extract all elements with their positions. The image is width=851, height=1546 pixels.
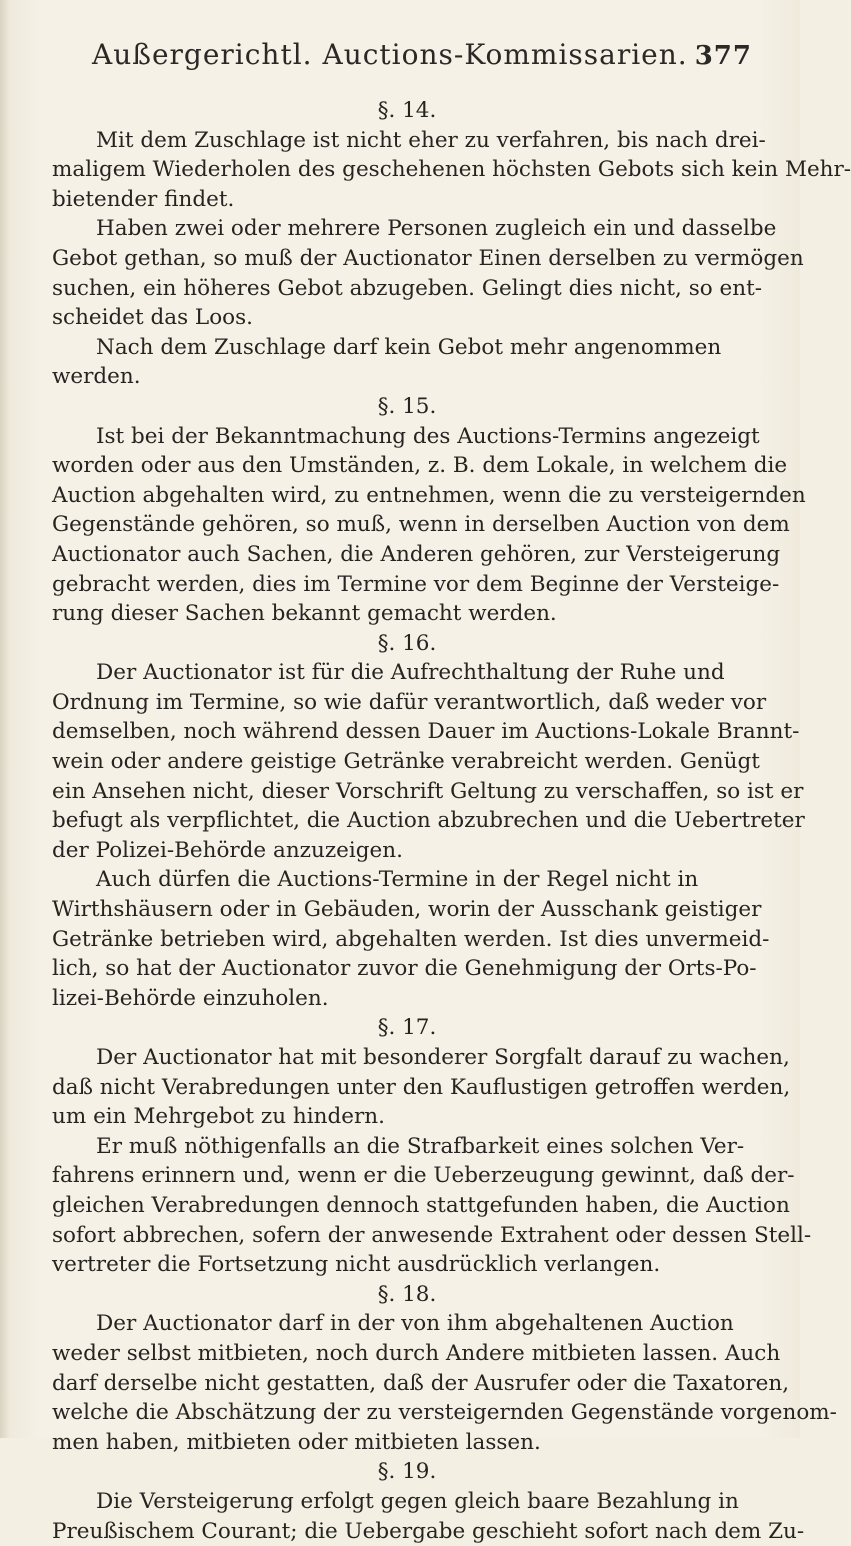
text-line: Auction abgehalten wird, zu entnehmen, wenn die zu versteigernden <box>52 481 762 511</box>
section-14-heading: §. 14. <box>52 96 762 126</box>
text-line: Nach dem Zuschlage darf kein Gebot mehr angenommen <box>52 333 762 363</box>
page-body <box>52 96 762 1546</box>
text-line: ein Ansehen nicht, dieser Vorschrift Geltung zu verschaffen, so ist er <box>52 777 762 807</box>
text-line: Auch dürfen die Auctions-Termine in der Regel nicht in <box>52 865 762 895</box>
text-line: gebracht werden, dies im Termine vor dem Beginne der Versteige- <box>52 570 762 600</box>
running-header <box>92 38 752 71</box>
text-line: maligem Wiederholen des geschehenen höchsten Gebots sich kein Mehr- <box>52 155 762 185</box>
text-line: wein oder andere geistige Getränke verabreicht werden. Genügt <box>52 747 762 777</box>
text-line: worden oder aus den Umständen, z. B. dem Lokale, in welchem die <box>52 451 762 481</box>
section-16-heading: §. 16. <box>52 629 762 659</box>
text-line: um ein Mehrgebot zu hindern. <box>52 1102 762 1132</box>
text-line: Ordnung im Termine, so wie dafür verantwortlich, daß weder vor <box>52 688 762 718</box>
text-line: Gegenstände gehören, so muß, wenn in derselben Auction von dem <box>52 510 762 540</box>
text-line: Preußischem Courant; die Uebergabe geschieht sofort nach dem Zu- <box>52 1517 762 1546</box>
text-line: Haben zwei oder mehrere Personen zugleich ein und dasselbe <box>52 214 762 244</box>
text-line: lich, so hat der Auctionator zuvor die Genehmigung der Orts-Po- <box>52 954 762 984</box>
text-line: scheidet das Loos. <box>52 303 762 333</box>
text-line: vertreter die Fortsetzung nicht ausdrücklich verlangen. <box>52 1250 762 1280</box>
text-line: demselben, noch während dessen Dauer im Auctions-Lokale Brannt- <box>52 717 762 747</box>
text-line: Wirthshäusern oder in Gebäuden, worin der Ausschank geistiger <box>52 895 762 925</box>
text-line: der Polizei-Behörde anzuzeigen. <box>52 836 762 866</box>
text-line: gleichen Verabredungen dennoch stattgefunden haben, die Auction <box>52 1191 762 1221</box>
text-line: Getränke betrieben wird, abgehalten werden. Ist dies unvermeid- <box>52 925 762 955</box>
text-line: Er muß nöthigenfalls an die Strafbarkeit eines solchen Ver- <box>52 1132 762 1162</box>
text-line: sofort abbrechen, sofern der anwesende Extrahent oder dessen Stell- <box>52 1221 762 1251</box>
text-line: Der Auctionator hat mit besonderer Sorgfalt darauf zu wachen, <box>52 1043 762 1073</box>
page-number: 377 <box>695 41 752 71</box>
text-line: Gebot gethan, so muß der Auctionator Einen derselben zu vermögen <box>52 244 762 274</box>
text-line: Auctionator auch Sachen, die Anderen gehören, zur Versteigerung <box>52 540 762 570</box>
text-line: Mit dem Zuschlage ist nicht eher zu verfahren, bis nach drei- <box>52 126 762 156</box>
text-line: bietender findet. <box>52 185 762 215</box>
text-line: rung dieser Sachen bekannt gemacht werden. <box>52 599 762 629</box>
text-line: men haben, mitbieten oder mitbieten lassen. <box>52 1428 762 1458</box>
text-line: befugt als verpflichtet, die Auction abzubrechen und die Uebertreter <box>52 806 762 836</box>
section-15-heading: §. 15. <box>52 392 762 422</box>
text-line: Ist bei der Bekanntmachung des Auctions-Termins angezeigt <box>52 422 762 452</box>
text-line: Die Versteigerung erfolgt gegen gleich baare Bezahlung in <box>52 1487 762 1517</box>
page-gutter <box>0 0 10 1438</box>
text-line: fahrens erinnern und, wenn er die Ueberzeugung gewinnt, daß der- <box>52 1161 762 1191</box>
header-title: Außergerichtl. Auctions-Kommissarien. <box>92 38 688 71</box>
text-line: werden. <box>52 362 762 392</box>
section-19-heading: §. 19. <box>52 1457 762 1487</box>
text-line: suchen, ein höheres Gebot abzugeben. Gelingt dies nicht, so ent- <box>52 274 762 304</box>
text-line: Der Auctionator ist für die Aufrechthaltung der Ruhe und <box>52 658 762 688</box>
text-line: darf derselbe nicht gestatten, daß der Ausrufer oder die Taxatoren, <box>52 1369 762 1399</box>
section-17-heading: §. 17. <box>52 1013 762 1043</box>
text-line: Der Auctionator darf in der von ihm abgehaltenen Auction <box>52 1309 762 1339</box>
text-line: daß nicht Verabredungen unter den Kauflustigen getroffen werden, <box>52 1073 762 1103</box>
text-line: welche die Abschätzung der zu versteigernden Gegenstände vorgenom- <box>52 1398 762 1428</box>
text-line: lizei-Behörde einzuholen. <box>52 984 762 1014</box>
section-18-heading: §. 18. <box>52 1280 762 1310</box>
text-line: weder selbst mitbieten, noch durch Andere mitbieten lassen. Auch <box>52 1339 762 1369</box>
